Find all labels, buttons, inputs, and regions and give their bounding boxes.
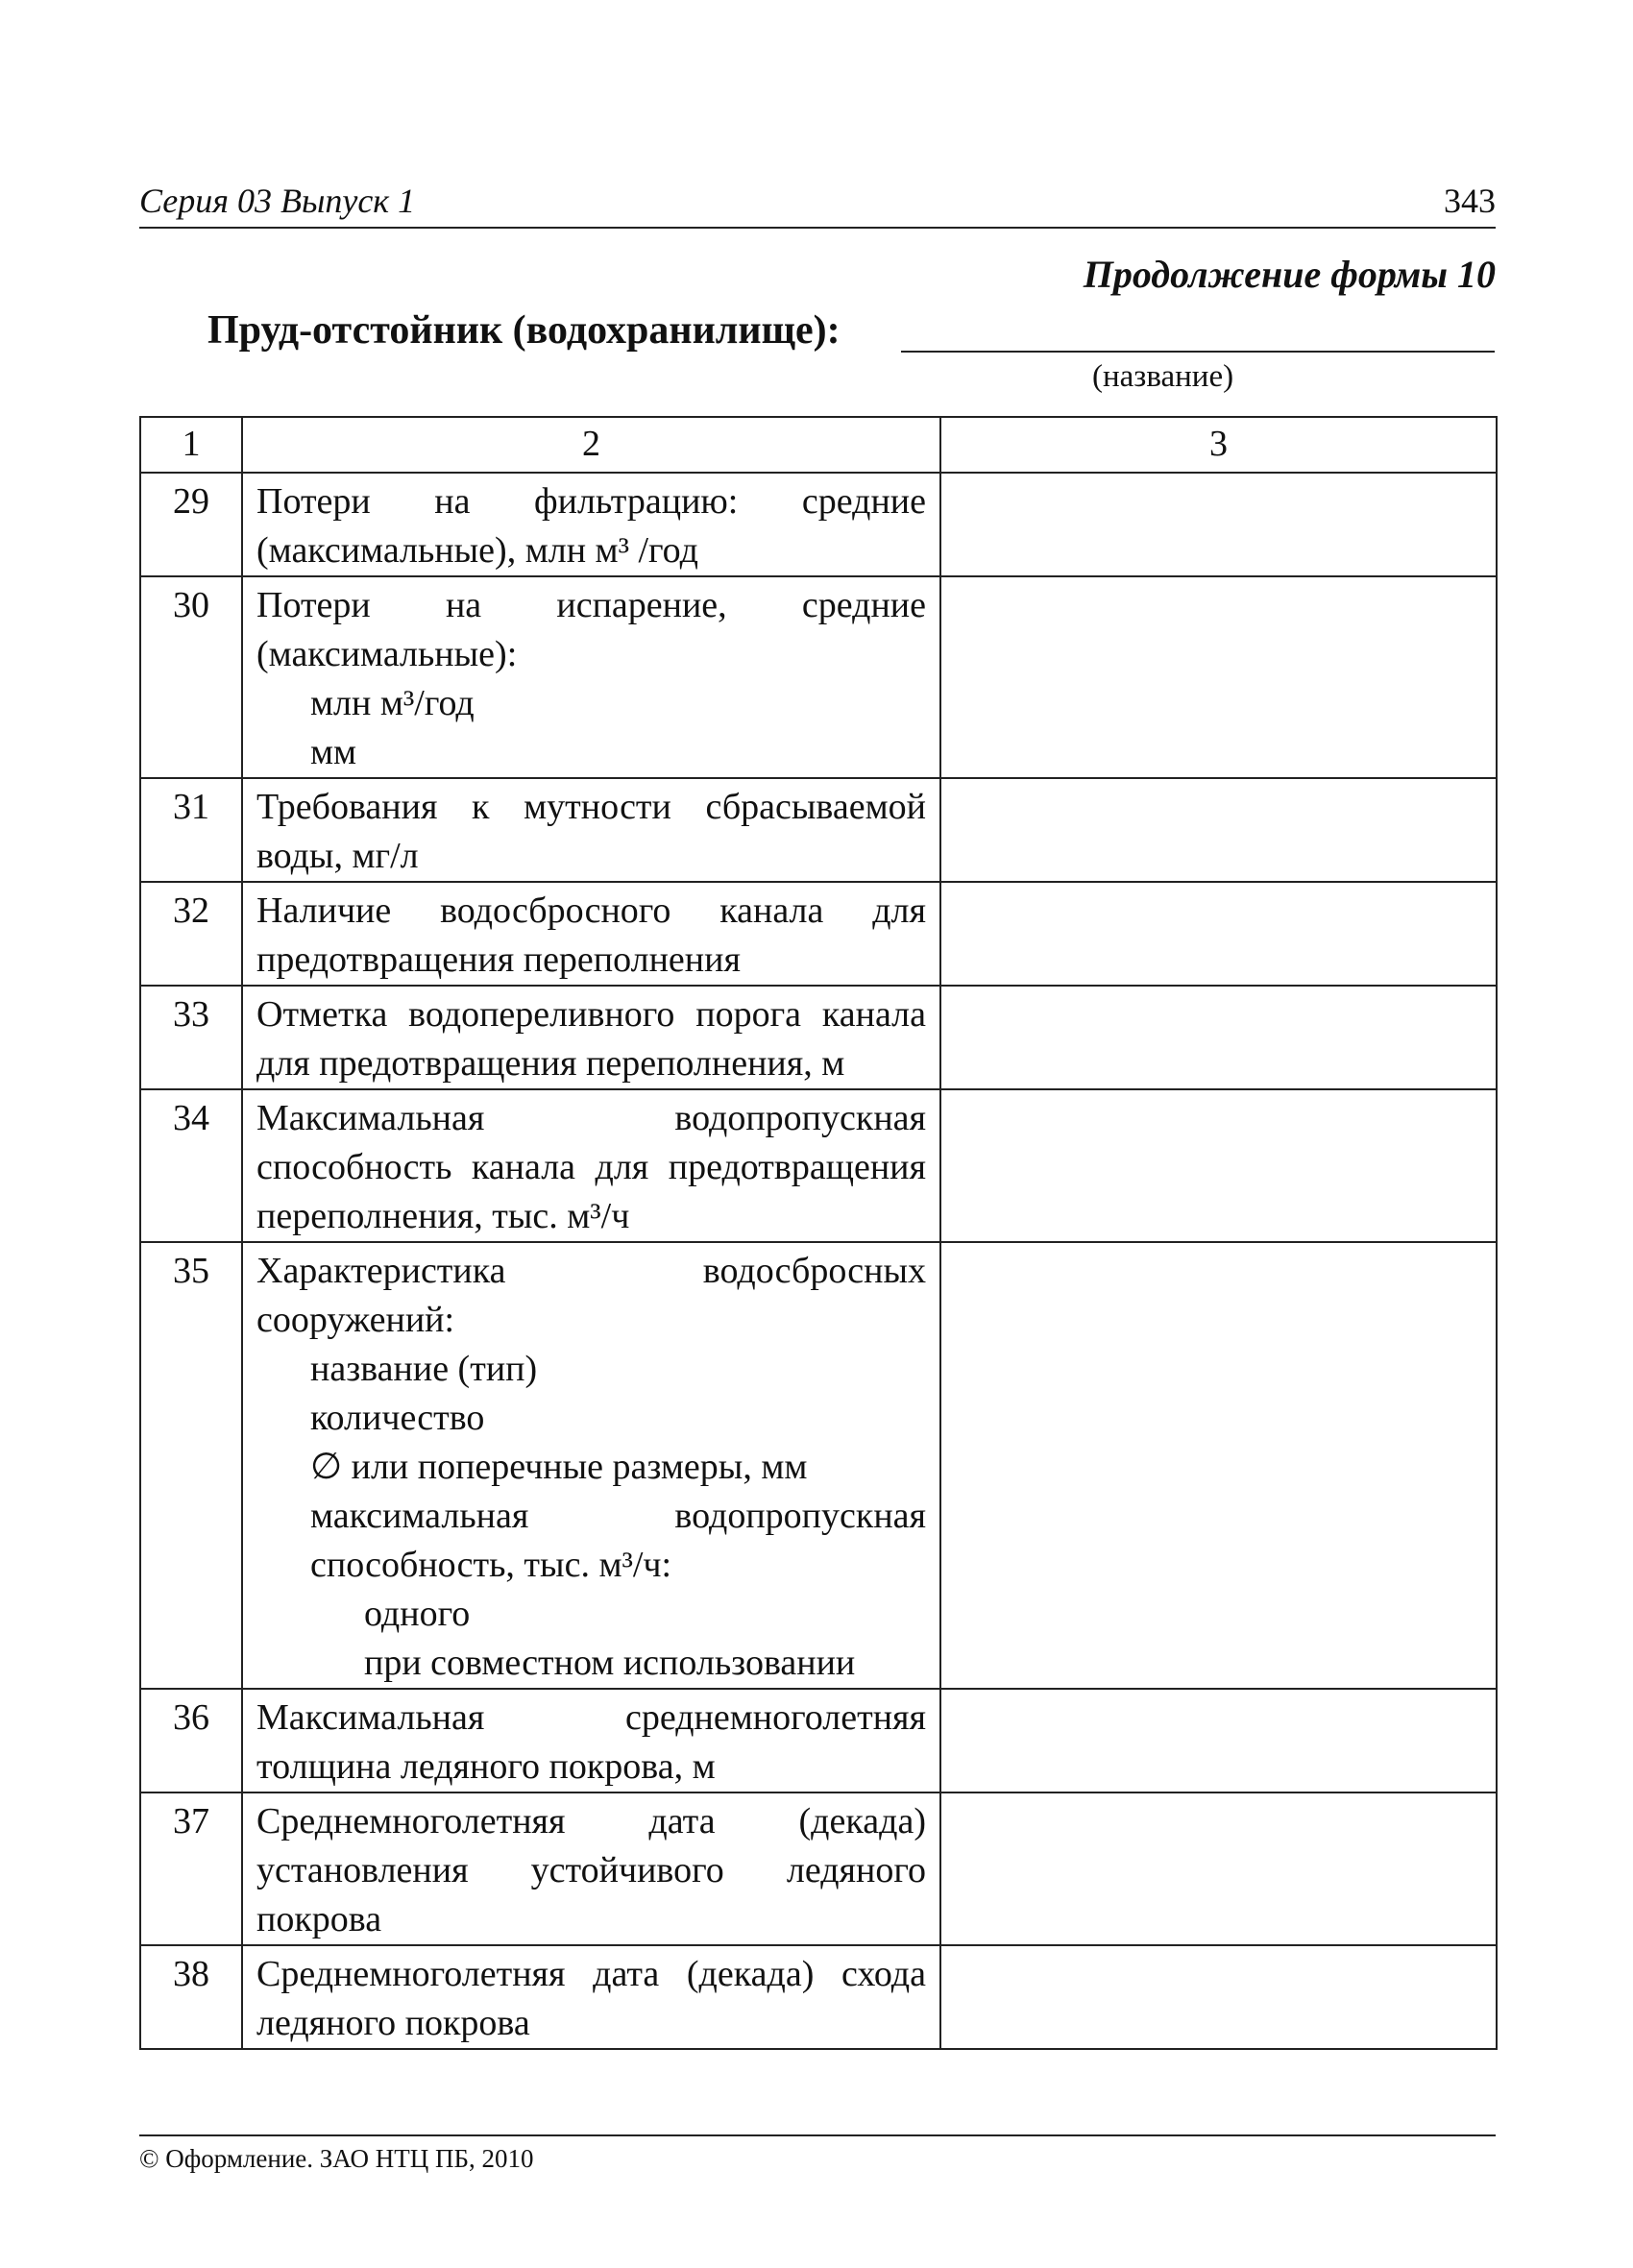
row-number: 29	[140, 473, 242, 576]
row-description	[242, 1792, 940, 1945]
column-number: 2	[242, 417, 940, 473]
description-line: при совместном использовании	[364, 1643, 856, 1683]
column-number: 3	[940, 417, 1497, 473]
row-description	[242, 1945, 940, 2049]
value-cell[interactable]	[940, 882, 1497, 986]
footer-rule	[139, 2134, 1496, 2136]
row-number: 32	[140, 882, 242, 986]
row-number: 37	[140, 1792, 242, 1945]
row-description	[242, 576, 940, 778]
description-line: Отметка водопереливного порога канала для предотвращения переполнения, м	[256, 994, 926, 1084]
value-cell[interactable]	[940, 576, 1497, 778]
row-number: 33	[140, 986, 242, 1089]
table-row	[140, 576, 1497, 778]
column-number: 1	[140, 417, 242, 473]
table-row	[140, 1242, 1497, 1689]
value-cell[interactable]	[940, 1689, 1497, 1792]
value-cell[interactable]	[940, 1792, 1497, 1945]
description-line: млн м³/год	[310, 683, 475, 723]
description-line: Максимальная водопропускная способность канала для предотвращения переполнения, тыс. м³/ч	[256, 1098, 926, 1236]
description-line: Среднемноголетняя дата (декада) схода ледяного покрова	[256, 1954, 926, 2043]
table-row	[140, 986, 1497, 1089]
description-line: количество	[310, 1398, 485, 1438]
row-number: 30	[140, 576, 242, 778]
value-cell[interactable]	[940, 778, 1497, 882]
pond-name-field[interactable]	[901, 351, 1495, 353]
value-cell[interactable]	[940, 1242, 1497, 1689]
row-number: 31	[140, 778, 242, 882]
running-header	[139, 181, 1496, 229]
form-continuation-title: Продолжение формы 10	[1083, 253, 1496, 296]
row-number: 38	[140, 1945, 242, 2049]
value-cell[interactable]	[940, 1945, 1497, 2049]
row-description	[242, 1089, 940, 1242]
description-line: мм	[310, 732, 357, 772]
row-description	[242, 1242, 940, 1689]
table-row	[140, 1945, 1497, 2049]
description-line: Потери на испарение, средние (максимальные):	[256, 585, 926, 674]
value-cell[interactable]	[940, 1089, 1497, 1242]
value-cell[interactable]	[940, 473, 1497, 576]
row-number: 36	[140, 1689, 242, 1792]
row-number: 34	[140, 1089, 242, 1242]
description-line: ∅ или поперечные размеры, мм	[310, 1447, 808, 1487]
description-line: Характеристика водосбросных сооружений:	[256, 1251, 926, 1340]
row-description	[242, 778, 940, 882]
table-row	[140, 1689, 1497, 1792]
row-description	[242, 882, 940, 986]
description-line: Потери на фильтрацию: средние (максимальные), млн м³ /год	[256, 481, 926, 571]
table-row	[140, 882, 1497, 986]
description-line: максимальная водопропускная способность, тыс. м³/ч:	[310, 1496, 926, 1585]
description-line: одного	[364, 1594, 471, 1634]
description-line: Требования к мутности сбрасываемой воды, мг/л	[256, 787, 926, 876]
row-description	[242, 1689, 940, 1792]
description-line: Наличие водосбросного канала для предотвращения переполнения	[256, 890, 926, 980]
pond-name-hint: (название)	[1092, 359, 1234, 394]
description-line: Среднемноголетняя дата (декада) установления устойчивого ледяного покрова	[256, 1801, 926, 1939]
row-description	[242, 986, 940, 1089]
table-row	[140, 778, 1497, 882]
form-table	[139, 416, 1498, 2050]
copyright-footer: © Оформление. ЗАО НТЦ ПБ, 2010	[139, 2144, 534, 2173]
pond-label: Пруд-отстойник (водохранилище):	[207, 308, 841, 353]
series-label: Серия 03 Выпуск 1	[139, 182, 416, 220]
description-line: Максимальная среднемноголетняя толщина ледяного покрова, м	[256, 1697, 926, 1787]
table-row	[140, 473, 1497, 576]
table-row	[140, 1792, 1497, 1945]
page-number: 343	[1444, 182, 1496, 220]
column-number-row	[140, 417, 1497, 473]
description-line: название (тип)	[310, 1349, 538, 1389]
row-description	[242, 473, 940, 576]
row-number: 35	[140, 1242, 242, 1689]
value-cell[interactable]	[940, 986, 1497, 1089]
table-row	[140, 1089, 1497, 1242]
